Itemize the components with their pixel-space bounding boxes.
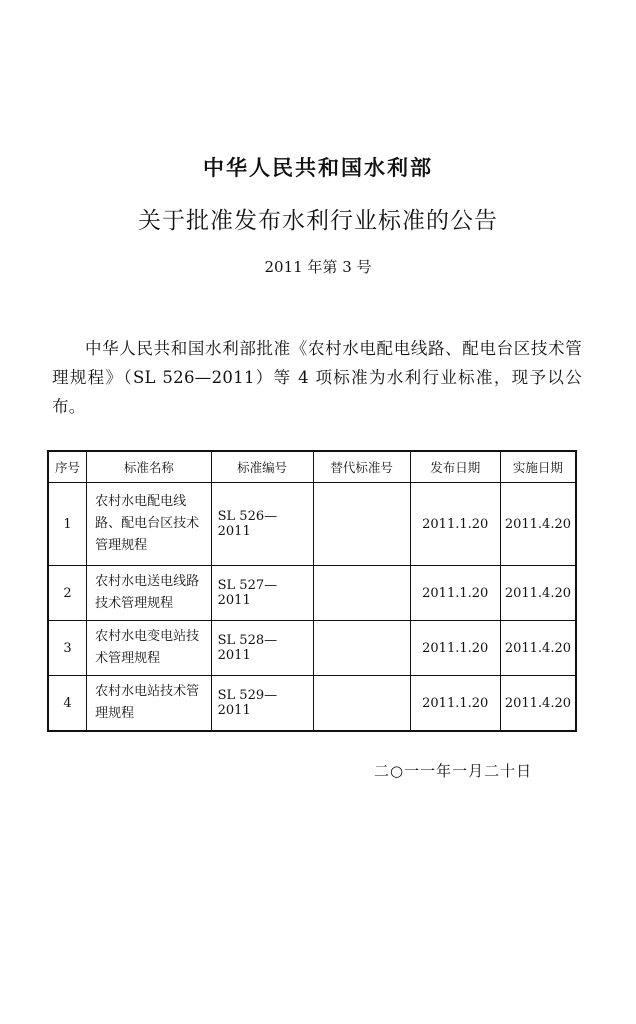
document-number: 2011 年第 3 号 (264, 258, 372, 276)
cell-issued: 2011.1.20 (410, 621, 500, 676)
issuer-title: 中华人民共和国水利部 (203, 155, 433, 180)
cell-replaces (313, 483, 410, 566)
standards-table (47, 450, 577, 732)
cell-code: SL 526—2011 (211, 483, 313, 566)
cell-effective: 2011.4.20 (500, 621, 576, 676)
cell-effective: 2011.4.20 (500, 566, 576, 621)
cell-seq: 4 (48, 676, 87, 732)
cell-name: 农村水电配电线路、配电台区技术管理规程 (87, 483, 212, 566)
cell-replaces (313, 621, 410, 676)
cell-effective: 2011.4.20 (500, 676, 576, 732)
header-seq: 序号 (48, 451, 87, 483)
cell-replaces (313, 676, 410, 732)
cell-seq: 3 (48, 621, 87, 676)
table-header-row (48, 451, 576, 483)
header-issued: 发布日期 (410, 451, 500, 483)
header-effective: 实施日期 (500, 451, 576, 483)
signing-date: 二○一一年一月二十日 (374, 762, 533, 780)
cell-name: 农村水电站技术管理规程 (87, 676, 212, 732)
cell-issued: 2011.1.20 (410, 483, 500, 566)
cell-code: SL 528—2011 (211, 621, 313, 676)
cell-code: SL 529—2011 (211, 676, 313, 732)
cell-name: 农村水电送电线路技术管理规程 (87, 566, 212, 621)
header-code: 标准编号 (211, 451, 313, 483)
cell-name: 农村水电变电站技术管理规程 (87, 621, 212, 676)
cell-effective: 2011.4.20 (500, 483, 576, 566)
announcement-title: 关于批准发布水利行业标准的公告 (138, 208, 498, 234)
cell-issued: 2011.1.20 (410, 566, 500, 621)
cell-replaces (313, 566, 410, 621)
cell-seq: 1 (48, 483, 87, 566)
header-replaces: 替代标准号 (313, 451, 410, 483)
table-row (48, 566, 576, 621)
table-row (48, 676, 576, 732)
table-row (48, 483, 576, 566)
cell-code: SL 527—2011 (211, 566, 313, 621)
table-row (48, 621, 576, 676)
cell-issued: 2011.1.20 (410, 676, 500, 732)
header-name: 标准名称 (87, 451, 212, 483)
cell-seq: 2 (48, 566, 87, 621)
announcement-paragraph: 中华人民共和国水利部批准《农村水电配电线路、配电台区技术管理规程》（SL 526—2011）等 4 项标准为水利行业标准，现予以公布。 (52, 339, 582, 416)
